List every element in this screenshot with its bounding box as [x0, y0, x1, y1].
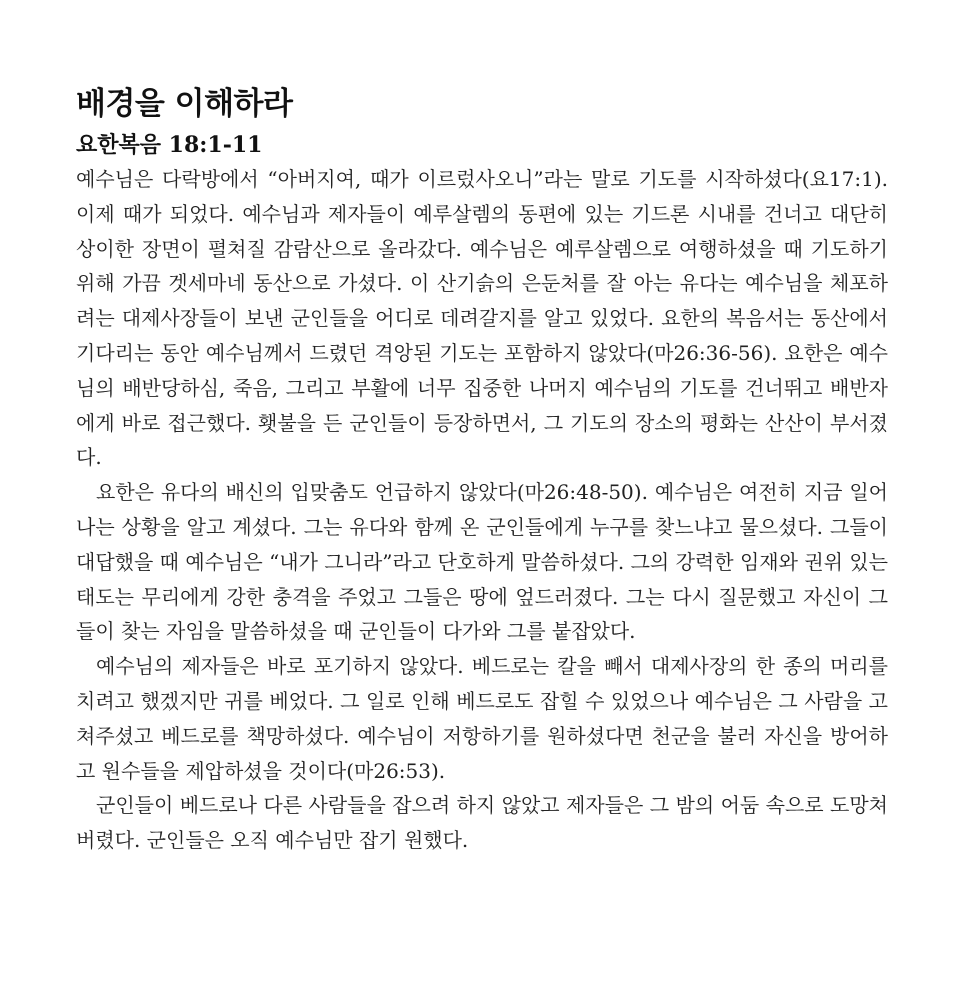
body-text: [76, 162, 888, 858]
paragraph-3: 예수님의 제자들은 바로 포기하지 않았다. 베드로는 칼을 빼서 대제사장의 한 종의 머리를 치려고 했겠지만 귀를 베었다. 그 일로 인해 베드로도 잡힐 수 있었으나 예수님은 그 사람을 고쳐주셨고 베드로를 책망하셨다. 예수님이 저항하기를 원하셨다면 천군을 불러 자신을 방어하고 원수들을 제압하셨을 것이다(마26:53).: [76, 654, 888, 783]
paragraph-4: 군인들이 베드로나 다른 사람들을 잡으려 하지 않았고 제자들은 그 밤의 어둠 속으로 도망쳐버렸다. 군인들은 오직 예수님만 잡기 원했다.: [76, 793, 888, 853]
page: [76, 84, 888, 858]
page-title: 배경을 이해하라: [76, 86, 293, 122]
paragraph-2: 요한은 유다의 배신의 입맞춤도 언급하지 않았다(마26:48-50). 예수님은 여전히 지금 일어나는 상황을 알고 계셨다. 그는 유다와 함께 온 군인들에게 누구를 찾느냐고 물으셨다. 그들이 대답했을 때 예수님은 “내가 그니라”라고 단호하게 말씀하셨다. 그의 강력한 임재와 권위 있는 태도는 무리에게 강한 충격을 주었고 그들은 땅에 엎드러졌다. 그는 다시 질문했고 자신이 그들이 찾는 자임을 말씀하셨을 때 군인들이 다가와 그를 붙잡았다.: [76, 480, 888, 644]
paragraph-1: 예수님은 다락방에서 “아버지여, 때가 이르렀사오니”라는 말로 기도를 시작하셨다(요17:1). 이제 때가 되었다. 예수님과 제자들이 예루살렘의 동편에 있는 기드론 시내를 건너고 대단히 상이한 장면이 펼쳐질 감람산으로 올라갔다. 예수님은 예루살렘으로 여행하셨을 때 기도하기 위해 가끔 겟세마네 동산으로 가셨다. 이 산기슭의 은둔처를 잘 아는 유다는 예수님을 체포하려는 대제사장들이 보낸 군인들을 어디로 데려갈지를 알고 있었다. 요한의 복음서는 동산에서 기다리는 동안 예수님께서 드렸던 격앙된 기도는 포함하지 않았다(마26:36-56). 요한은 예수님의 배반당하심, 죽음, 그리고 부활에 너무 집중한 나머지 예수님의 기도를 건너뛰고 배반자에게 바로 접근했다. 횃불을 든 군인들이 등장하면서, 그 기도의 장소의 평화는 산산이 부서졌다.: [76, 167, 888, 470]
scripture-reference: 요한복음 18:1-11: [76, 132, 263, 158]
